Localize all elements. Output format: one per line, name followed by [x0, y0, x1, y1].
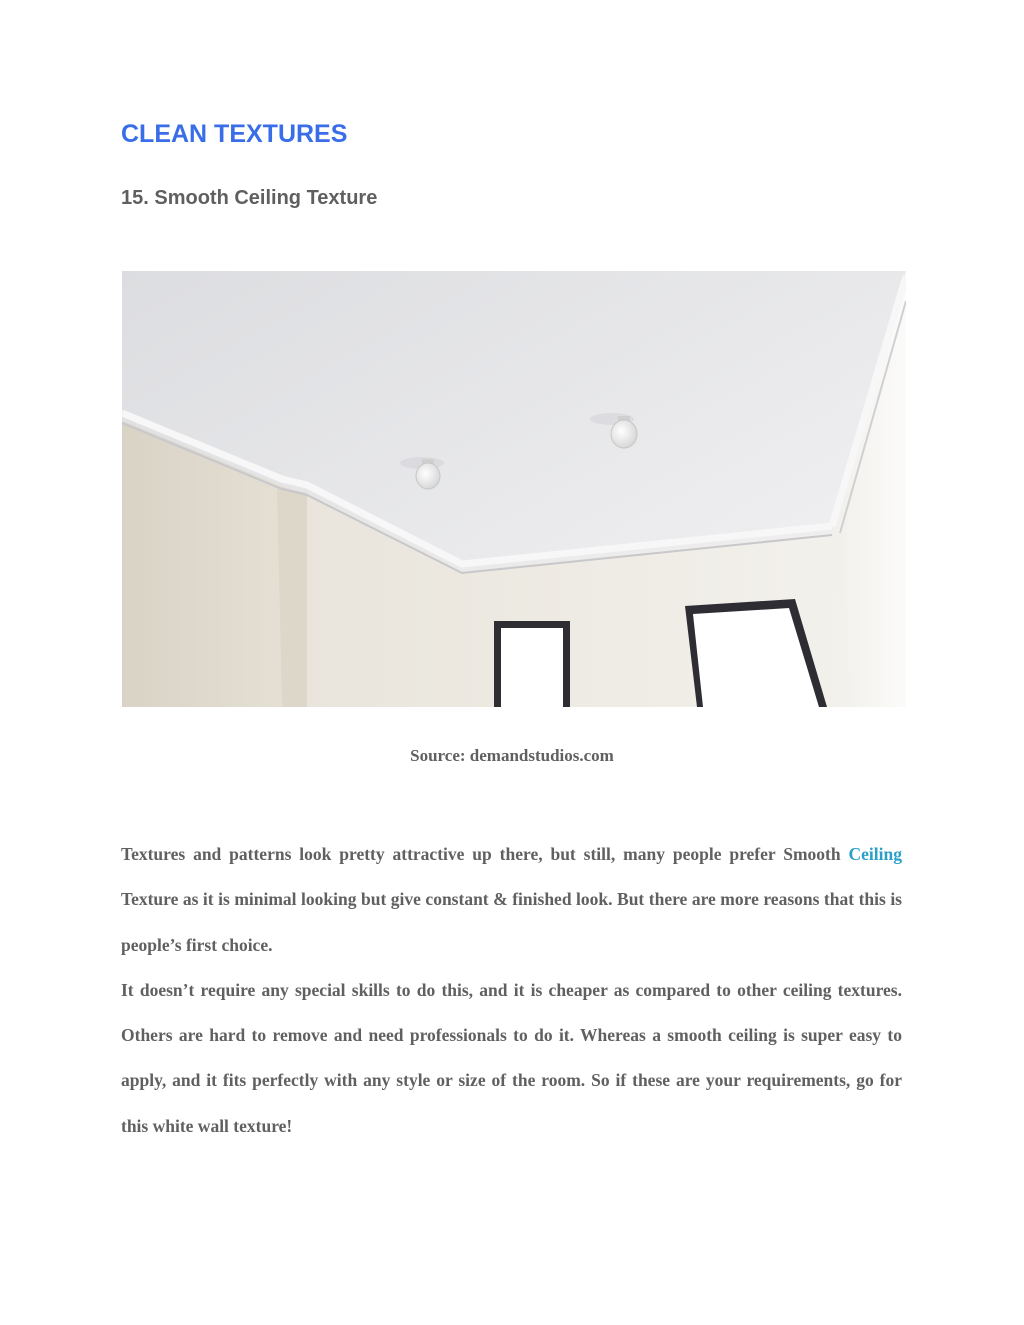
paragraph-1-text-before-link: Textures and patterns look pretty attractive up there, but still, many people prefer Smooth — [121, 844, 849, 864]
paragraph-1-text-after-link: Texture as it is minimal looking but give constant & finished look. But there are more reasons that this is people’s first choice. — [121, 889, 902, 955]
paragraph-1 — [121, 832, 902, 968]
article-body — [121, 832, 902, 1149]
image-source-caption: Source: demandstudios.com — [410, 746, 614, 765]
ceiling-link[interactable]: Ceiling — [848, 844, 902, 864]
section-title: CLEAN TEXTURES — [121, 120, 348, 148]
subsection-title: 15. Smooth Ceiling Texture — [121, 187, 378, 209]
paragraph-2: It doesn’t require any special skills to do this, and it is cheaper as compared to other ceiling textures. Others are hard to remove and need professionals to do it. Whereas a smooth ceiling is super easy to apply, and it fits perfectly with any style or size of the room. So if these are your requirements, go for this white wall texture! — [121, 979, 902, 1136]
ceiling-photo — [122, 271, 906, 707]
